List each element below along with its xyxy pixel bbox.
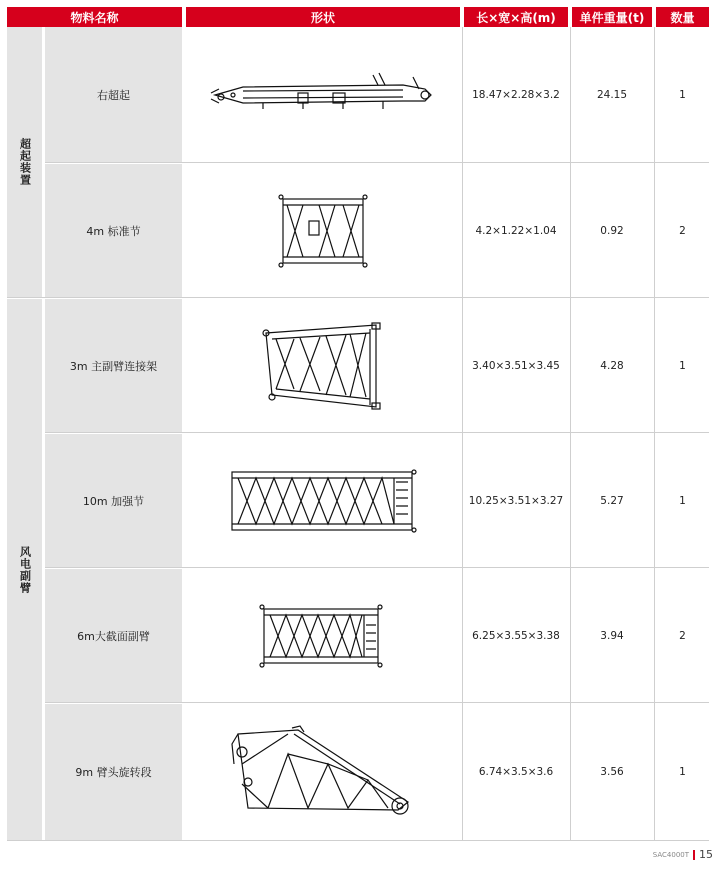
row-weight: 3.56 <box>572 704 652 840</box>
row-name: 3m 主副臂连接架 <box>45 299 182 432</box>
row-qty: 1 <box>656 704 709 840</box>
row-dims: 6.74×3.5×3.6 <box>464 704 568 840</box>
group-label: 超起装置 <box>18 138 32 186</box>
row-weight: 0.92 <box>572 164 652 297</box>
header-dims: 长×宽×高(m) <box>464 7 568 27</box>
reinforced-section-drawing <box>186 434 460 567</box>
header-name: 物料名称 <box>7 7 182 27</box>
row-weight: 3.94 <box>572 569 652 702</box>
group-superlift <box>7 27 42 297</box>
row-weight: 24.15 <box>572 27 652 162</box>
large-jib-drawing <box>186 569 460 702</box>
group-divider <box>7 297 709 298</box>
row-dims: 10.25×3.51×3.27 <box>464 434 568 567</box>
row-name: 右超起 <box>45 27 182 162</box>
row-dims: 18.47×2.28×3.2 <box>464 27 568 162</box>
row-weight: 5.27 <box>572 434 652 567</box>
row-dims: 4.2×1.22×1.04 <box>464 164 568 297</box>
row-weight: 4.28 <box>572 299 652 432</box>
row-qty: 2 <box>656 164 709 297</box>
row-divider <box>45 702 709 703</box>
connection-frame-drawing <box>186 299 460 432</box>
row-name: 4m 标准节 <box>45 164 182 297</box>
row-name: 9m 臂头旋转段 <box>45 704 182 840</box>
group-wind-jib <box>7 299 42 840</box>
header-qty: 数量 <box>656 7 709 27</box>
row-name: 6m大截面副臂 <box>45 569 182 702</box>
row-qty: 1 <box>656 299 709 432</box>
row-dims: 3.40×3.51×3.45 <box>464 299 568 432</box>
superlift-drawing <box>186 27 460 162</box>
row-qty: 2 <box>656 569 709 702</box>
jib-head-drawing <box>186 704 460 840</box>
col-divider <box>462 27 463 840</box>
group-label: 风电副臂 <box>18 545 32 594</box>
table-bottom <box>7 840 709 841</box>
row-divider <box>45 567 709 568</box>
page-footer <box>653 848 713 861</box>
header-shape: 形状 <box>186 7 460 27</box>
standard-section-drawing <box>186 164 460 297</box>
row-divider <box>45 162 709 163</box>
row-dims: 6.25×3.55×3.38 <box>464 569 568 702</box>
page-number: 15 <box>699 848 713 861</box>
row-qty: 1 <box>656 27 709 162</box>
col-divider <box>570 27 571 840</box>
row-qty: 1 <box>656 434 709 567</box>
header-weight: 单件重量(t) <box>572 7 652 27</box>
footer-accent-bar <box>693 850 695 860</box>
footer-model: SAC4000T <box>652 850 689 859</box>
row-divider <box>45 432 709 433</box>
row-name: 10m 加强节 <box>45 434 182 567</box>
col-divider <box>654 27 655 840</box>
